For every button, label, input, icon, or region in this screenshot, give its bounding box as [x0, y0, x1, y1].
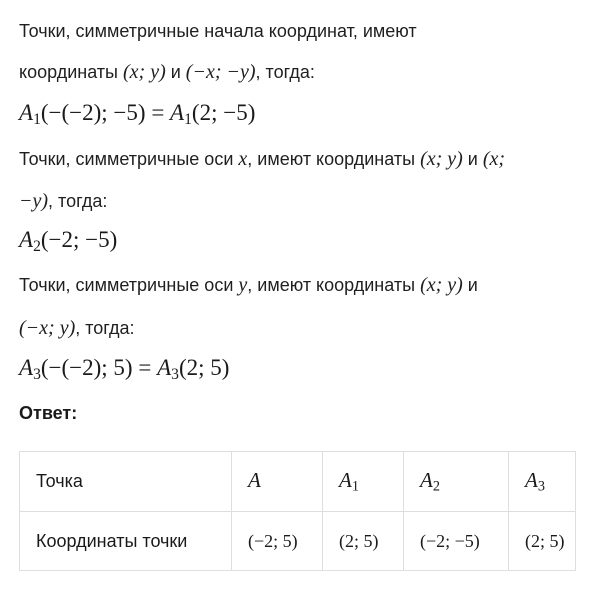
subscript: 3: [537, 478, 545, 495]
var-a: A: [157, 355, 172, 380]
text: координаты: [19, 62, 123, 82]
xaxis-text-line2: [19, 190, 107, 212]
table-cell-point: [323, 452, 404, 512]
subscript: 1: [33, 110, 41, 128]
table-cell-coords: (2; 5): [323, 512, 404, 571]
text: Точки, симметричные начала координат, имеют: [19, 21, 417, 41]
table-cell-point: [509, 452, 576, 512]
var-a: A: [339, 467, 352, 492]
expr: (2; −5): [191, 100, 256, 125]
math-neg-y: −y): [19, 190, 49, 212]
subscript: 3: [33, 365, 41, 383]
text: , тогда:: [75, 318, 135, 338]
var-a: A: [19, 355, 34, 380]
yaxis-text-line1: [19, 274, 478, 296]
var-a: A: [420, 467, 433, 492]
var-a: A: [525, 467, 538, 492]
text: Точки, симметричные оси: [19, 275, 239, 295]
text: , имеют координаты: [247, 275, 421, 295]
var-y: y: [238, 274, 248, 296]
var-a: A: [19, 100, 34, 125]
subscript: 3: [171, 365, 179, 383]
text: Точки, симметричные оси: [19, 149, 239, 169]
text: и: [165, 62, 186, 82]
expr: (2; 5): [178, 355, 230, 380]
math-neg-x-y: (−x; y): [19, 317, 76, 339]
answer-label: Ответ:: [19, 403, 78, 423]
text: , имеют координаты: [247, 149, 421, 169]
math-x: (x;: [482, 148, 506, 170]
equation-a2: [19, 226, 117, 261]
var-a: A: [248, 467, 261, 492]
subscript: 2: [432, 478, 440, 495]
expr: (−2; −5): [40, 227, 118, 252]
table-row: [20, 452, 576, 512]
var-x: x: [238, 148, 248, 170]
math-xy: (x; y): [123, 61, 166, 83]
xaxis-text-line1: [19, 148, 505, 170]
text: и: [462, 275, 478, 295]
math-neg-xy: (−x; −y): [185, 61, 256, 83]
table-cell-point: [404, 452, 509, 512]
table-row: [20, 512, 576, 571]
origin-text-line2: [19, 61, 315, 83]
table-cell-coords: (−2; −5): [404, 512, 509, 571]
text: и: [462, 149, 483, 169]
equation-a3: [19, 354, 229, 389]
text: , тогда:: [255, 62, 315, 82]
var-a: A: [170, 100, 185, 125]
equation-a1: [19, 99, 255, 134]
row-header-point: Точка: [20, 452, 232, 512]
expr: (−(−2); −5) =: [40, 100, 171, 125]
yaxis-text-line2: [19, 317, 135, 339]
text: , тогда:: [48, 191, 108, 211]
subscript: 1: [184, 110, 192, 128]
subscript: 1: [351, 478, 359, 495]
expr: (−(−2); 5) =: [40, 355, 158, 380]
row-header-coords: Координаты точки: [20, 512, 232, 571]
answer-table: [19, 451, 576, 571]
table-cell-coords: (2; 5): [509, 512, 576, 571]
subscript: 2: [33, 237, 41, 255]
math-xy: (x; y): [420, 274, 463, 296]
table-cell-point: [232, 452, 323, 512]
origin-text-line1: [19, 20, 417, 42]
var-a: A: [19, 227, 34, 252]
math-xy: (x; y): [420, 148, 463, 170]
table-cell-coords: (−2; 5): [232, 512, 323, 571]
